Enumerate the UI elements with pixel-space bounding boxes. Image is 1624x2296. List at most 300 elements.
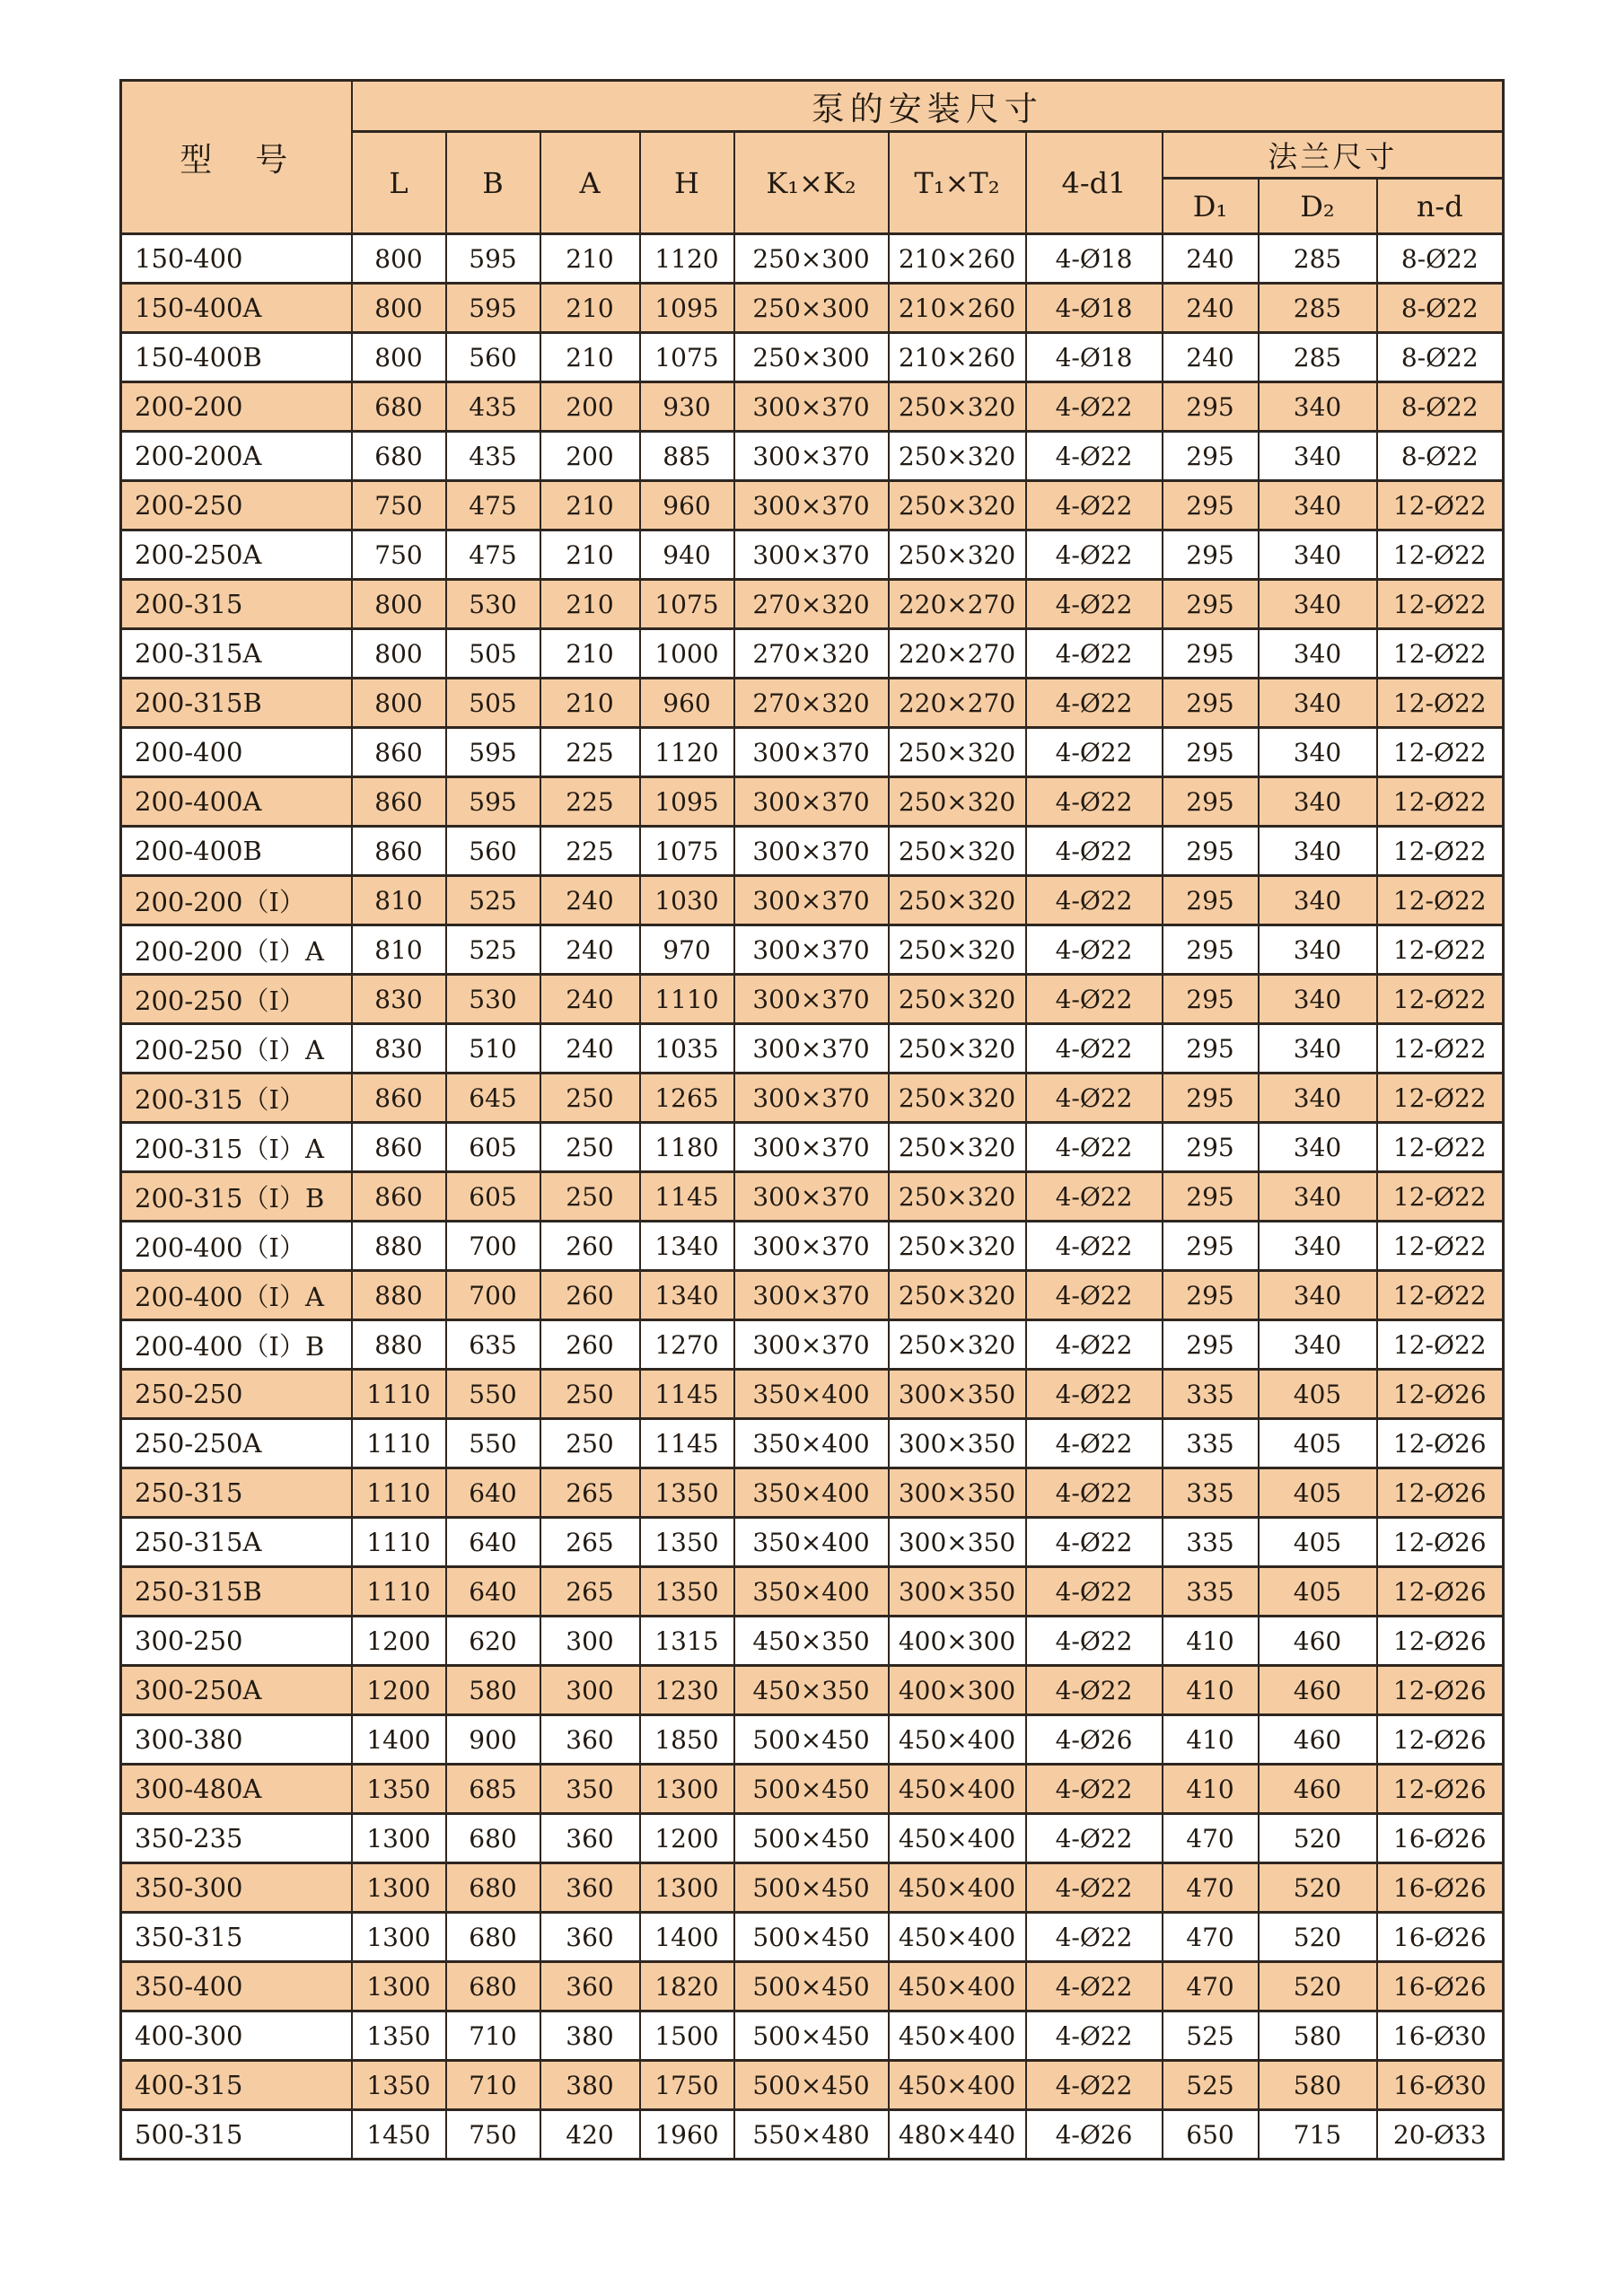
table-row [121, 2011, 1504, 2061]
table-title: 泵的安装尺寸 [352, 81, 1504, 132]
value-cell: 16-Ø30 [1377, 2011, 1504, 2061]
value-cell: 510 [446, 1024, 540, 1074]
value-cell: 12-Ø26 [1377, 1370, 1504, 1419]
value-cell: 525 [446, 876, 540, 925]
model-cell: 150-400B [121, 333, 352, 382]
value-cell: 680 [446, 1863, 540, 1913]
value-cell: 685 [446, 1765, 540, 1814]
model-cell: 250-315A [121, 1518, 352, 1567]
value-cell: 295 [1163, 728, 1259, 777]
value-cell: 450×400 [889, 2061, 1026, 2110]
value-cell: 220×270 [889, 679, 1026, 728]
value-cell: 1120 [640, 234, 734, 284]
value-cell: 715 [1259, 2110, 1377, 2160]
value-cell: 16-Ø26 [1377, 1962, 1504, 2011]
table-row [121, 580, 1504, 629]
value-cell: 16-Ø26 [1377, 1913, 1504, 1962]
value-cell: 1075 [640, 827, 734, 876]
value-cell: 1270 [640, 1320, 734, 1370]
col-header-L: L [352, 132, 446, 234]
value-cell: 350×400 [734, 1370, 889, 1419]
value-cell: 520 [1259, 1863, 1377, 1913]
value-cell: 450×400 [889, 1814, 1026, 1863]
value-cell: 1300 [352, 1962, 446, 2011]
value-cell: 260 [540, 1271, 640, 1320]
value-cell: 405 [1259, 1518, 1377, 1567]
value-cell: 300×370 [734, 481, 889, 530]
value-cell: 4-Ø22 [1026, 1913, 1163, 1962]
value-cell: 12-Ø26 [1377, 1567, 1504, 1617]
value-cell: 335 [1163, 1567, 1259, 1617]
value-cell: 4-Ø22 [1026, 827, 1163, 876]
col-header-D2: D₂ [1259, 179, 1377, 234]
value-cell: 900 [446, 1715, 540, 1765]
value-cell: 460 [1259, 1666, 1377, 1715]
table-row [121, 1913, 1504, 1962]
model-cell: 300-250 [121, 1617, 352, 1666]
value-cell: 1300 [352, 1814, 446, 1863]
value-cell: 580 [1259, 2061, 1377, 2110]
value-cell: 810 [352, 876, 446, 925]
value-cell: 300×350 [889, 1567, 1026, 1617]
value-cell: 480×440 [889, 2110, 1026, 2160]
value-cell: 550 [446, 1419, 540, 1468]
value-cell: 300×350 [889, 1370, 1026, 1419]
value-cell: 295 [1163, 1024, 1259, 1074]
table-row [121, 1666, 1504, 1715]
value-cell: 1500 [640, 2011, 734, 2061]
value-cell: 1200 [640, 1814, 734, 1863]
table-row [121, 2061, 1504, 2110]
value-cell: 680 [352, 432, 446, 481]
model-cell: 200-315A [121, 629, 352, 679]
model-cell: 200-400（I） [121, 1222, 352, 1271]
value-cell: 210 [540, 679, 640, 728]
table-row [121, 1271, 1504, 1320]
value-cell: 550×480 [734, 2110, 889, 2160]
value-cell: 12-Ø22 [1377, 925, 1504, 975]
value-cell: 710 [446, 2011, 540, 2061]
table-row [121, 629, 1504, 679]
value-cell: 340 [1259, 925, 1377, 975]
value-cell: 200 [540, 382, 640, 432]
model-cell: 300-480A [121, 1765, 352, 1814]
value-cell: 605 [446, 1123, 540, 1172]
value-cell: 405 [1259, 1468, 1377, 1518]
table-header [121, 81, 1504, 234]
table-row [121, 2110, 1504, 2160]
pump-dimensions-table [119, 79, 1505, 2160]
value-cell: 4-Ø22 [1026, 530, 1163, 580]
value-cell: 450×400 [889, 1715, 1026, 1765]
value-cell: 210×260 [889, 234, 1026, 284]
value-cell: 240 [540, 876, 640, 925]
value-cell: 1960 [640, 2110, 734, 2160]
value-cell: 4-Ø22 [1026, 876, 1163, 925]
value-cell: 1300 [352, 1863, 446, 1913]
value-cell: 300×350 [889, 1468, 1026, 1518]
value-cell: 12-Ø22 [1377, 1271, 1504, 1320]
value-cell: 340 [1259, 777, 1377, 827]
table-row [121, 382, 1504, 432]
value-cell: 620 [446, 1617, 540, 1666]
value-cell: 800 [352, 580, 446, 629]
value-cell: 380 [540, 2011, 640, 2061]
value-cell: 340 [1259, 1123, 1377, 1172]
value-cell: 16-Ø30 [1377, 2061, 1504, 2110]
value-cell: 1350 [640, 1468, 734, 1518]
value-cell: 1850 [640, 1715, 734, 1765]
value-cell: 860 [352, 827, 446, 876]
value-cell: 210 [540, 284, 640, 333]
value-cell: 1450 [352, 2110, 446, 2160]
table-row [121, 1962, 1504, 2011]
value-cell: 860 [352, 777, 446, 827]
value-cell: 250×320 [889, 1123, 1026, 1172]
value-cell: 300×370 [734, 925, 889, 975]
value-cell: 250×300 [734, 284, 889, 333]
table-row [121, 827, 1504, 876]
value-cell: 4-Ø22 [1026, 382, 1163, 432]
value-cell: 270×320 [734, 580, 889, 629]
value-cell: 340 [1259, 679, 1377, 728]
value-cell: 16-Ø26 [1377, 1863, 1504, 1913]
value-cell: 360 [540, 1715, 640, 1765]
value-cell: 605 [446, 1172, 540, 1222]
model-cell: 400-300 [121, 2011, 352, 2061]
model-cell: 200-400A [121, 777, 352, 827]
value-cell: 300×370 [734, 1320, 889, 1370]
value-cell: 350×400 [734, 1518, 889, 1567]
value-cell: 300×370 [734, 1222, 889, 1271]
value-cell: 450×350 [734, 1666, 889, 1715]
value-cell: 12-Ø22 [1377, 1320, 1504, 1370]
model-cell: 500-315 [121, 2110, 352, 2160]
value-cell: 1350 [352, 1765, 446, 1814]
value-cell: 300×370 [734, 432, 889, 481]
model-cell: 350-315 [121, 1913, 352, 1962]
col-header-4d1: 4-d1 [1026, 132, 1163, 234]
value-cell: 1750 [640, 2061, 734, 2110]
value-cell: 300 [540, 1617, 640, 1666]
value-cell: 12-Ø22 [1377, 777, 1504, 827]
value-cell: 880 [352, 1271, 446, 1320]
value-cell: 250×320 [889, 1222, 1026, 1271]
model-cell: 150-400 [121, 234, 352, 284]
value-cell: 860 [352, 1172, 446, 1222]
value-cell: 800 [352, 629, 446, 679]
value-cell: 210 [540, 530, 640, 580]
value-cell: 250 [540, 1172, 640, 1222]
value-cell: 1200 [352, 1617, 446, 1666]
value-cell: 340 [1259, 876, 1377, 925]
value-cell: 295 [1163, 975, 1259, 1024]
table-row [121, 234, 1504, 284]
value-cell: 525 [1163, 2011, 1259, 2061]
col-header-K1K2: K₁×K₂ [734, 132, 889, 234]
value-cell: 250 [540, 1074, 640, 1123]
value-cell: 800 [352, 333, 446, 382]
table-row [121, 284, 1504, 333]
value-cell: 250×320 [889, 481, 1026, 530]
value-cell: 560 [446, 827, 540, 876]
value-cell: 12-Ø26 [1377, 1518, 1504, 1567]
value-cell: 265 [540, 1468, 640, 1518]
value-cell: 885 [640, 432, 734, 481]
value-cell: 295 [1163, 530, 1259, 580]
value-cell: 295 [1163, 1320, 1259, 1370]
value-cell: 410 [1163, 1617, 1259, 1666]
value-cell: 12-Ø22 [1377, 530, 1504, 580]
model-cell: 200-400（I）A [121, 1271, 352, 1320]
model-cell: 300-380 [121, 1715, 352, 1765]
value-cell: 475 [446, 530, 540, 580]
value-cell: 12-Ø22 [1377, 679, 1504, 728]
value-cell: 340 [1259, 827, 1377, 876]
model-cell: 350-400 [121, 1962, 352, 2011]
value-cell: 220×270 [889, 580, 1026, 629]
value-cell: 1035 [640, 1024, 734, 1074]
value-cell: 4-Ø22 [1026, 2011, 1163, 2061]
value-cell: 8-Ø22 [1377, 432, 1504, 481]
table-row [121, 333, 1504, 382]
value-cell: 4-Ø22 [1026, 925, 1163, 975]
value-cell: 505 [446, 629, 540, 679]
value-cell: 295 [1163, 629, 1259, 679]
value-cell: 680 [446, 1814, 540, 1863]
model-cell: 200-250（I） [121, 975, 352, 1024]
model-cell: 250-250 [121, 1370, 352, 1419]
value-cell: 340 [1259, 629, 1377, 679]
value-cell: 300×350 [889, 1518, 1026, 1567]
value-cell: 1095 [640, 284, 734, 333]
table-row [121, 1814, 1504, 1863]
value-cell: 340 [1259, 975, 1377, 1024]
value-cell: 250×320 [889, 432, 1026, 481]
model-cell: 200-315（I）A [121, 1123, 352, 1172]
table-row [121, 1765, 1504, 1814]
value-cell: 4-Ø22 [1026, 679, 1163, 728]
table-row [121, 1074, 1504, 1123]
value-cell: 500×450 [734, 1863, 889, 1913]
value-cell: 4-Ø22 [1026, 629, 1163, 679]
value-cell: 8-Ø22 [1377, 382, 1504, 432]
value-cell: 4-Ø22 [1026, 1666, 1163, 1715]
value-cell: 220×270 [889, 629, 1026, 679]
value-cell: 360 [540, 1962, 640, 2011]
table-row [121, 481, 1504, 530]
value-cell: 340 [1259, 1024, 1377, 1074]
value-cell: 210×260 [889, 284, 1026, 333]
col-header-H: H [640, 132, 734, 234]
value-cell: 250 [540, 1419, 640, 1468]
value-cell: 250×320 [889, 1271, 1026, 1320]
value-cell: 300×370 [734, 1024, 889, 1074]
value-cell: 240 [540, 925, 640, 975]
value-cell: 1350 [640, 1567, 734, 1617]
value-cell: 1110 [352, 1419, 446, 1468]
value-cell: 300×350 [889, 1419, 1026, 1468]
table-row [121, 1222, 1504, 1271]
value-cell: 1400 [352, 1715, 446, 1765]
value-cell: 1300 [640, 1863, 734, 1913]
value-cell: 12-Ø26 [1377, 1765, 1504, 1814]
value-cell: 880 [352, 1320, 446, 1370]
value-cell: 300×370 [734, 728, 889, 777]
value-cell: 410 [1163, 1666, 1259, 1715]
value-cell: 405 [1259, 1419, 1377, 1468]
value-cell: 340 [1259, 728, 1377, 777]
value-cell: 300×370 [734, 1172, 889, 1222]
value-cell: 300×370 [734, 1271, 889, 1320]
col-header-A: A [540, 132, 640, 234]
value-cell: 750 [352, 530, 446, 580]
model-cell: 350-300 [121, 1863, 352, 1913]
value-cell: 1820 [640, 1962, 734, 2011]
value-cell: 265 [540, 1567, 640, 1617]
value-cell: 210 [540, 580, 640, 629]
value-cell: 360 [540, 1913, 640, 1962]
value-cell: 295 [1163, 1123, 1259, 1172]
value-cell: 12-Ø22 [1377, 1074, 1504, 1123]
value-cell: 700 [446, 1222, 540, 1271]
value-cell: 4-Ø22 [1026, 777, 1163, 827]
value-cell: 470 [1163, 1962, 1259, 2011]
value-cell: 250×320 [889, 975, 1026, 1024]
value-cell: 4-Ø22 [1026, 1518, 1163, 1567]
model-cell: 200-400（I）B [121, 1320, 352, 1370]
value-cell: 520 [1259, 1913, 1377, 1962]
value-cell: 4-Ø22 [1026, 1172, 1163, 1222]
value-cell: 300×370 [734, 827, 889, 876]
table-row [121, 1024, 1504, 1074]
value-cell: 1340 [640, 1222, 734, 1271]
model-cell: 200-250 [121, 481, 352, 530]
value-cell: 12-Ø22 [1377, 827, 1504, 876]
value-cell: 295 [1163, 925, 1259, 975]
value-cell: 340 [1259, 530, 1377, 580]
value-cell: 500×450 [734, 1715, 889, 1765]
value-cell: 8-Ø22 [1377, 284, 1504, 333]
value-cell: 400×300 [889, 1666, 1026, 1715]
value-cell: 260 [540, 1222, 640, 1271]
value-cell: 1095 [640, 777, 734, 827]
model-cell: 250-250A [121, 1419, 352, 1468]
value-cell: 210 [540, 333, 640, 382]
value-cell: 680 [352, 382, 446, 432]
value-cell: 435 [446, 382, 540, 432]
value-cell: 340 [1259, 1172, 1377, 1222]
value-cell: 250×320 [889, 1074, 1026, 1123]
value-cell: 710 [446, 2061, 540, 2110]
value-cell: 410 [1163, 1715, 1259, 1765]
value-cell: 12-Ø22 [1377, 728, 1504, 777]
value-cell: 580 [1259, 2011, 1377, 2061]
value-cell: 1145 [640, 1419, 734, 1468]
value-cell: 830 [352, 1024, 446, 1074]
col-header-B: B [446, 132, 540, 234]
value-cell: 1120 [640, 728, 734, 777]
table-row [121, 1518, 1504, 1567]
model-cell: 200-200（I）A [121, 925, 352, 975]
model-cell: 200-200（I） [121, 876, 352, 925]
value-cell: 225 [540, 827, 640, 876]
value-cell: 4-Ø26 [1026, 2110, 1163, 2160]
value-cell: 1145 [640, 1370, 734, 1419]
value-cell: 295 [1163, 1271, 1259, 1320]
value-cell: 265 [540, 1518, 640, 1567]
value-cell: 525 [1163, 2061, 1259, 2110]
value-cell: 4-Ø22 [1026, 2061, 1163, 2110]
table-row [121, 1567, 1504, 1617]
value-cell: 250×300 [734, 333, 889, 382]
value-cell: 12-Ø22 [1377, 1123, 1504, 1172]
value-cell: 300×370 [734, 777, 889, 827]
value-cell: 4-Ø22 [1026, 728, 1163, 777]
value-cell: 300×370 [734, 1123, 889, 1172]
value-cell: 4-Ø22 [1026, 1419, 1163, 1468]
value-cell: 450×350 [734, 1617, 889, 1666]
value-cell: 4-Ø22 [1026, 1814, 1163, 1863]
model-cell: 200-400 [121, 728, 352, 777]
value-cell: 240 [1163, 333, 1259, 382]
value-cell: 500×450 [734, 2011, 889, 2061]
value-cell: 210×260 [889, 333, 1026, 382]
value-cell: 500×450 [734, 2061, 889, 2110]
value-cell: 250×320 [889, 1320, 1026, 1370]
value-cell: 1075 [640, 580, 734, 629]
value-cell: 340 [1259, 1320, 1377, 1370]
value-cell: 405 [1259, 1567, 1377, 1617]
value-cell: 470 [1163, 1814, 1259, 1863]
model-cell: 200-250（I）A [121, 1024, 352, 1074]
value-cell: 270×320 [734, 629, 889, 679]
value-cell: 250×320 [889, 925, 1026, 975]
value-cell: 4-Ø22 [1026, 1567, 1163, 1617]
model-cell: 250-315 [121, 1468, 352, 1518]
value-cell: 1300 [640, 1765, 734, 1814]
table-row [121, 1320, 1504, 1370]
value-cell: 4-Ø22 [1026, 1074, 1163, 1123]
value-cell: 4-Ø22 [1026, 1962, 1163, 2011]
value-cell: 830 [352, 975, 446, 1024]
col-header-T1T2: T₁×T₂ [889, 132, 1026, 234]
value-cell: 250×320 [889, 382, 1026, 432]
value-cell: 500×450 [734, 1962, 889, 2011]
value-cell: 380 [540, 2061, 640, 2110]
value-cell: 1145 [640, 1172, 734, 1222]
model-cell: 350-235 [121, 1814, 352, 1863]
model-cell: 200-315B [121, 679, 352, 728]
value-cell: 520 [1259, 1814, 1377, 1863]
value-cell: 930 [640, 382, 734, 432]
value-cell: 960 [640, 481, 734, 530]
value-cell: 1230 [640, 1666, 734, 1715]
value-cell: 1000 [640, 629, 734, 679]
table-row [121, 777, 1504, 827]
value-cell: 12-Ø22 [1377, 1222, 1504, 1271]
value-cell: 470 [1163, 1913, 1259, 1962]
value-cell: 260 [540, 1320, 640, 1370]
table-row [121, 432, 1504, 481]
value-cell: 340 [1259, 1271, 1377, 1320]
value-cell: 285 [1259, 284, 1377, 333]
value-cell: 335 [1163, 1518, 1259, 1567]
value-cell: 250 [540, 1123, 640, 1172]
flange-group-header: 法兰尺寸 [1163, 132, 1504, 179]
value-cell: 4-Ø18 [1026, 284, 1163, 333]
value-cell: 16-Ø26 [1377, 1814, 1504, 1863]
